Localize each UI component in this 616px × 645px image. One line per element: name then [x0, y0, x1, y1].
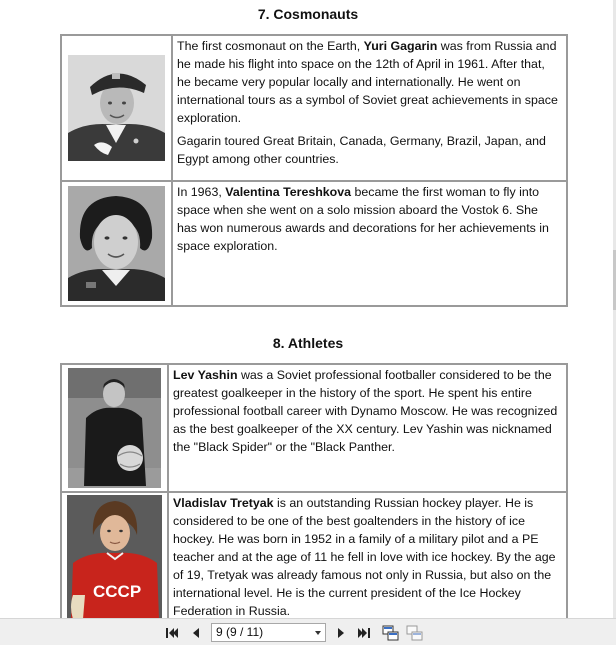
table-row [61, 35, 567, 181]
text-cell [168, 492, 567, 618]
single-page-view-icon[interactable] [406, 625, 422, 641]
paragraph: Vladislav Tretyak is an outstanding Russian hockey player. He is considered to be one of the best goaltenders in the history of ice hockey. He was born in 1952 in a family of a military pilot and a PE teacher and at the age of 11 he fell in love with ice hockey. By the age of 19, Tretyak was already famous not only in Russia, but also on the international level. He is the current president of the Ice Hockey Federation in Russia. [173, 496, 556, 618]
photo-cell [61, 35, 172, 181]
tretyak-text [173, 494, 560, 618]
text-cell [172, 35, 567, 181]
gagarin-portrait-icon [68, 55, 165, 161]
jersey-text: CCCP [93, 582, 142, 601]
photo-cell [61, 181, 172, 306]
paragraph: In 1963, Valentina Tereshkova became the first woman to fly into space when she went on a solo mission aboard the Vostok 6. She has won numerous awards and decorations for her achievements in space exploration. [177, 185, 549, 253]
yashin-text [173, 366, 560, 456]
paragraph: Lev Yashin was a Soviet professional footballer considered to be the greatest goalkeeper in the history of the sport. He spent his entire professional football career with Dynamo Moscow. He was recognized as the best goalkeeper of the XX century. Lev Yashin was nicknamed the "Black Spider" or the "Black Panther. [173, 368, 558, 454]
next-page-icon[interactable] [333, 625, 349, 641]
first-page-icon[interactable] [164, 625, 180, 641]
gagarin-text [177, 37, 560, 168]
previous-page-icon[interactable] [188, 625, 204, 641]
table-row [61, 364, 567, 492]
text-cell [168, 364, 567, 492]
paragraph: Gagarin toured Great Britain, Canada, Germany, Brazil, Japan, and Egypt among other countries. [177, 134, 546, 166]
section-title-cosmonauts: 7. Cosmonauts [257, 6, 359, 22]
cosmonauts-table [60, 34, 568, 307]
text-cell [172, 181, 567, 306]
chevron-down-icon [315, 631, 321, 635]
section-title-athletes: 8. Athletes [272, 335, 344, 351]
continuous-view-icon[interactable] [382, 625, 398, 641]
table-row [61, 181, 567, 306]
tereshkova-text [177, 183, 560, 255]
page-selector[interactable] [211, 623, 326, 642]
tereshkova-portrait-icon [68, 186, 165, 301]
athletes-table [60, 363, 568, 618]
photo-cell [61, 364, 168, 492]
photo-cell [61, 492, 168, 618]
yashin-photo-icon [68, 368, 161, 488]
page-indicator: 9 (9 / 11) [216, 625, 264, 639]
table-row [61, 492, 567, 618]
last-page-icon[interactable] [356, 625, 372, 641]
paragraph: The first cosmonaut on the Earth, Yuri Gagarin was from Russia and he made his flight into space on the 12th of April in 1961. After that, he became very popular locally and internationally. He went on international tours as a symbol of Soviet great achievements in space exploration. [177, 39, 558, 125]
navigation-toolbar [0, 618, 616, 645]
tretyak-photo-icon [67, 495, 162, 618]
